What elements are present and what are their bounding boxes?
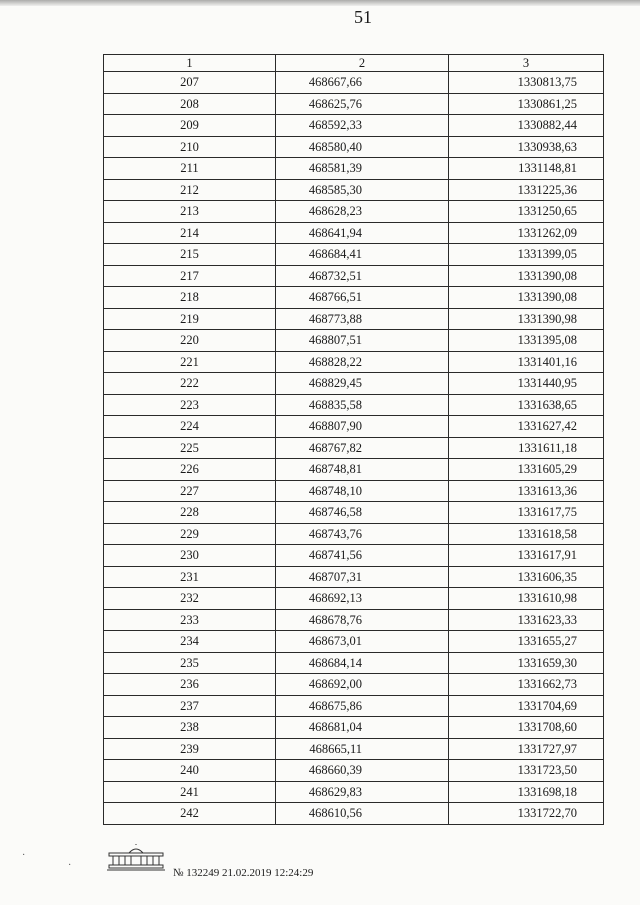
table-row (104, 631, 604, 653)
x-coordinate-cell: 468743,76 (276, 523, 449, 545)
y-coordinate-cell: 1331605,29 (449, 459, 604, 481)
x-coordinate-cell: 468748,81 (276, 459, 449, 481)
table-row (104, 502, 604, 524)
x-coordinate-cell: 468835,58 (276, 394, 449, 416)
y-coordinate-cell: 1331708,60 (449, 717, 604, 739)
point-number-cell: 212 (104, 179, 276, 201)
x-coordinate-cell: 468807,51 (276, 330, 449, 352)
table-row (104, 781, 604, 803)
table-row (104, 330, 604, 352)
point-number-cell: 223 (104, 394, 276, 416)
table-row (104, 201, 604, 223)
point-number-cell: 218 (104, 287, 276, 309)
x-coordinate-cell: 468660,39 (276, 760, 449, 782)
x-coordinate-cell: 468748,10 (276, 480, 449, 502)
x-coordinate-cell: 468628,23 (276, 201, 449, 223)
point-number-cell: 238 (104, 717, 276, 739)
point-number-cell: 234 (104, 631, 276, 653)
table-row (104, 72, 604, 94)
point-number-cell: 231 (104, 566, 276, 588)
table-row (104, 351, 604, 373)
table-row (104, 695, 604, 717)
x-coordinate-cell: 468684,41 (276, 244, 449, 266)
x-coordinate-cell: 468707,31 (276, 566, 449, 588)
y-coordinate-cell: 1331225,36 (449, 179, 604, 201)
y-coordinate-cell: 1331655,27 (449, 631, 604, 653)
point-number-cell: 235 (104, 652, 276, 674)
point-number-cell: 220 (104, 330, 276, 352)
x-coordinate-cell: 468829,45 (276, 373, 449, 395)
point-number-cell: 224 (104, 416, 276, 438)
y-coordinate-cell: 1331148,81 (449, 158, 604, 180)
table-row (104, 609, 604, 631)
table-row (104, 588, 604, 610)
table-row (104, 373, 604, 395)
x-coordinate-cell: 468610,56 (276, 803, 449, 825)
point-number-cell: 211 (104, 158, 276, 180)
table-row (104, 179, 604, 201)
x-coordinate-cell: 468675,86 (276, 695, 449, 717)
table-row (104, 308, 604, 330)
x-coordinate-cell: 468807,90 (276, 416, 449, 438)
point-number-cell: 209 (104, 115, 276, 137)
x-coordinate-cell: 468625,76 (276, 93, 449, 115)
table-row (104, 674, 604, 696)
y-coordinate-cell: 1331606,35 (449, 566, 604, 588)
table-row (104, 717, 604, 739)
y-coordinate-cell: 1331627,42 (449, 416, 604, 438)
y-coordinate-cell: 1331440,95 (449, 373, 604, 395)
y-coordinate-cell: 1331617,91 (449, 545, 604, 567)
x-coordinate-cell: 468767,82 (276, 437, 449, 459)
x-coordinate-cell: 468741,56 (276, 545, 449, 567)
table-row (104, 760, 604, 782)
point-number-cell: 217 (104, 265, 276, 287)
point-number-cell: 229 (104, 523, 276, 545)
x-coordinate-cell: 468684,14 (276, 652, 449, 674)
point-number-cell: 239 (104, 738, 276, 760)
y-coordinate-cell: 1331722,70 (449, 803, 604, 825)
x-coordinate-cell: 468766,51 (276, 287, 449, 309)
y-coordinate-cell: 1331623,33 (449, 609, 604, 631)
point-number-cell: 237 (104, 695, 276, 717)
point-number-cell: 213 (104, 201, 276, 223)
table-row (104, 480, 604, 502)
x-coordinate-cell: 468641,94 (276, 222, 449, 244)
x-coordinate-cell: 468580,40 (276, 136, 449, 158)
y-coordinate-cell: 1331613,36 (449, 480, 604, 502)
parliament-building-stamp-icon (107, 844, 165, 872)
table-row (104, 416, 604, 438)
y-coordinate-cell: 1331638,65 (449, 394, 604, 416)
x-coordinate-cell: 468746,58 (276, 502, 449, 524)
point-number-cell: 207 (104, 72, 276, 94)
table-row (104, 158, 604, 180)
y-coordinate-cell: 1331399,05 (449, 244, 604, 266)
point-number-cell: 241 (104, 781, 276, 803)
point-number-cell: 225 (104, 437, 276, 459)
y-coordinate-cell: 1331390,98 (449, 308, 604, 330)
point-number-cell: 242 (104, 803, 276, 825)
table-body (104, 72, 604, 825)
point-number-cell: 230 (104, 545, 276, 567)
table-row (104, 115, 604, 137)
point-number-cell: 214 (104, 222, 276, 244)
point-number-cell: 227 (104, 480, 276, 502)
x-coordinate-cell: 468629,83 (276, 781, 449, 803)
y-coordinate-cell: 1331395,08 (449, 330, 604, 352)
table-row (104, 523, 604, 545)
x-coordinate-cell: 468692,00 (276, 674, 449, 696)
point-number-cell: 219 (104, 308, 276, 330)
scan-edge (0, 0, 640, 6)
point-number-cell: 215 (104, 244, 276, 266)
point-number-cell: 221 (104, 351, 276, 373)
y-coordinate-cell: 1330813,75 (449, 72, 604, 94)
coordinates-table-container (103, 54, 603, 825)
y-coordinate-cell: 1331611,18 (449, 437, 604, 459)
column-header-2: 2 (276, 55, 449, 72)
x-coordinate-cell: 468592,33 (276, 115, 449, 137)
y-coordinate-cell: 1331723,50 (449, 760, 604, 782)
y-coordinate-cell: 1331401,16 (449, 351, 604, 373)
y-coordinate-cell: 1331250,65 (449, 201, 604, 223)
x-coordinate-cell: 468673,01 (276, 631, 449, 653)
table-row (104, 222, 604, 244)
x-coordinate-cell: 468692,13 (276, 588, 449, 610)
point-number-cell: 208 (104, 93, 276, 115)
x-coordinate-cell: 468585,30 (276, 179, 449, 201)
table-row (104, 287, 604, 309)
y-coordinate-cell: 1331662,73 (449, 674, 604, 696)
table-row (104, 459, 604, 481)
point-number-cell: 232 (104, 588, 276, 610)
y-coordinate-cell: 1331618,58 (449, 523, 604, 545)
x-coordinate-cell: 468773,88 (276, 308, 449, 330)
y-coordinate-cell: 1331698,18 (449, 781, 604, 803)
scan-mark: · (68, 860, 72, 871)
table-row (104, 93, 604, 115)
footer (107, 844, 407, 884)
y-coordinate-cell: 1331262,09 (449, 222, 604, 244)
table-row (104, 244, 604, 266)
coordinates-table (103, 54, 604, 825)
point-number-cell: 228 (104, 502, 276, 524)
y-coordinate-cell: 1330861,25 (449, 93, 604, 115)
scan-mark: · (22, 850, 26, 861)
table-row (104, 394, 604, 416)
x-coordinate-cell: 468681,04 (276, 717, 449, 739)
y-coordinate-cell: 1330938,63 (449, 136, 604, 158)
table-row (104, 652, 604, 674)
table-row (104, 566, 604, 588)
y-coordinate-cell: 1331390,08 (449, 265, 604, 287)
y-coordinate-cell: 1330882,44 (449, 115, 604, 137)
x-coordinate-cell: 468665,11 (276, 738, 449, 760)
table-row (104, 136, 604, 158)
table-row (104, 437, 604, 459)
table-row (104, 545, 604, 567)
table-header-row (104, 55, 604, 72)
y-coordinate-cell: 1331617,75 (449, 502, 604, 524)
point-number-cell: 240 (104, 760, 276, 782)
x-coordinate-cell: 468581,39 (276, 158, 449, 180)
point-number-cell: 226 (104, 459, 276, 481)
point-number-cell: 233 (104, 609, 276, 631)
y-coordinate-cell: 1331610,98 (449, 588, 604, 610)
point-number-cell: 222 (104, 373, 276, 395)
y-coordinate-cell: 1331704,69 (449, 695, 604, 717)
point-number-cell: 210 (104, 136, 276, 158)
column-header-1: 1 (104, 55, 276, 72)
table-row (104, 738, 604, 760)
table-row (104, 265, 604, 287)
page-number: 51 (354, 7, 372, 27)
table-row (104, 803, 604, 825)
y-coordinate-cell: 1331727,97 (449, 738, 604, 760)
column-header-3: 3 (449, 55, 604, 72)
x-coordinate-cell: 468667,66 (276, 72, 449, 94)
x-coordinate-cell: 468732,51 (276, 265, 449, 287)
x-coordinate-cell: 468678,76 (276, 609, 449, 631)
y-coordinate-cell: 1331390,08 (449, 287, 604, 309)
point-number-cell: 236 (104, 674, 276, 696)
x-coordinate-cell: 468828,22 (276, 351, 449, 373)
y-coordinate-cell: 1331659,30 (449, 652, 604, 674)
registration-stamp-text: № 132249 21.02.2019 12:24:29 (173, 867, 314, 879)
